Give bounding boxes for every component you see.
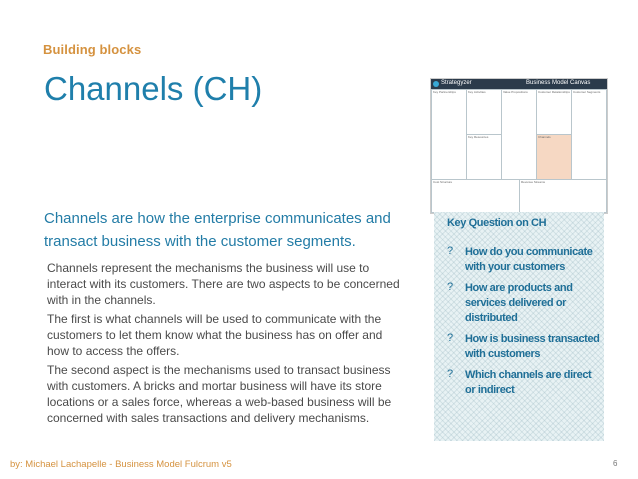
cell-value-propositions (501, 89, 537, 180)
question-text: How is business transacted with customers (465, 333, 600, 360)
question-text: How do you communicate with your customers (465, 246, 593, 273)
question-mark-icon: ? (447, 245, 454, 257)
paragraph: The first is what channels will be used to communicate with the customers to let them know what the business has on offer and how to access the offers. (47, 312, 383, 358)
list-item (447, 245, 602, 275)
body-text (47, 260, 402, 429)
cell-label: Channels (538, 135, 551, 139)
key-question-list (447, 245, 602, 404)
list-item (447, 368, 602, 398)
cell-label: Cost Structure (433, 180, 453, 184)
strategyzer-logo-icon (433, 81, 439, 87)
key-question-title: Key Question on CH (447, 217, 547, 229)
page-number: 6 (613, 459, 618, 468)
cell-cost-structure (431, 179, 520, 213)
page-title: Channels (CH) (44, 70, 263, 107)
key-question-box (434, 212, 604, 441)
cell-customer-segments (571, 89, 607, 180)
cell-customer-relationships (536, 89, 572, 135)
cell-label: Customer Relationships (538, 90, 570, 94)
canvas-brand: Strategyzer (441, 80, 472, 86)
list-item (447, 281, 602, 326)
cell-label: Value Propositions (503, 90, 528, 94)
question-text: Which channels are direct or indirect (465, 369, 592, 396)
question-mark-icon: ? (447, 281, 454, 293)
paragraph: Channels represent the mechanisms the business will use to interact with its customers. There are two aspects to be concerned with in the channels. (47, 261, 400, 307)
cell-label: Key Partnerships (433, 90, 456, 94)
cell-key-partners (431, 89, 467, 180)
cell-channels (536, 134, 572, 180)
cell-label: Revenue Streams (521, 180, 546, 184)
cell-label: Customer Segments (573, 90, 601, 94)
question-mark-icon: ? (447, 368, 454, 380)
business-model-canvas-thumbnail (430, 78, 608, 214)
cell-key-resources (466, 134, 502, 180)
list-item (447, 332, 602, 362)
lead-text: Channels are how the enterprise communicates and transact business with the customer segments. (44, 210, 391, 250)
cell-label: Key Activities (468, 90, 486, 94)
cell-revenue-streams (519, 179, 607, 213)
footer-credit: by: Michael Lachapelle - Business Model Fulcrum v5 (10, 459, 232, 470)
question-text: How are products and services delivered or distributed (465, 282, 573, 324)
canvas-header (431, 79, 607, 89)
canvas-title: Business Model Canvas (526, 80, 591, 86)
section-label: Building blocks (43, 42, 142, 57)
question-mark-icon: ? (447, 332, 454, 344)
cell-key-activities (466, 89, 502, 135)
paragraph: The second aspect is the mechanisms used to transact business with customers. A bricks and mortar business will have its store locations or a sales force, whereas a web-based business will be concerned with sales transactions and delivery mechanisms. (47, 363, 392, 425)
cell-label: Key Resources (468, 135, 489, 139)
